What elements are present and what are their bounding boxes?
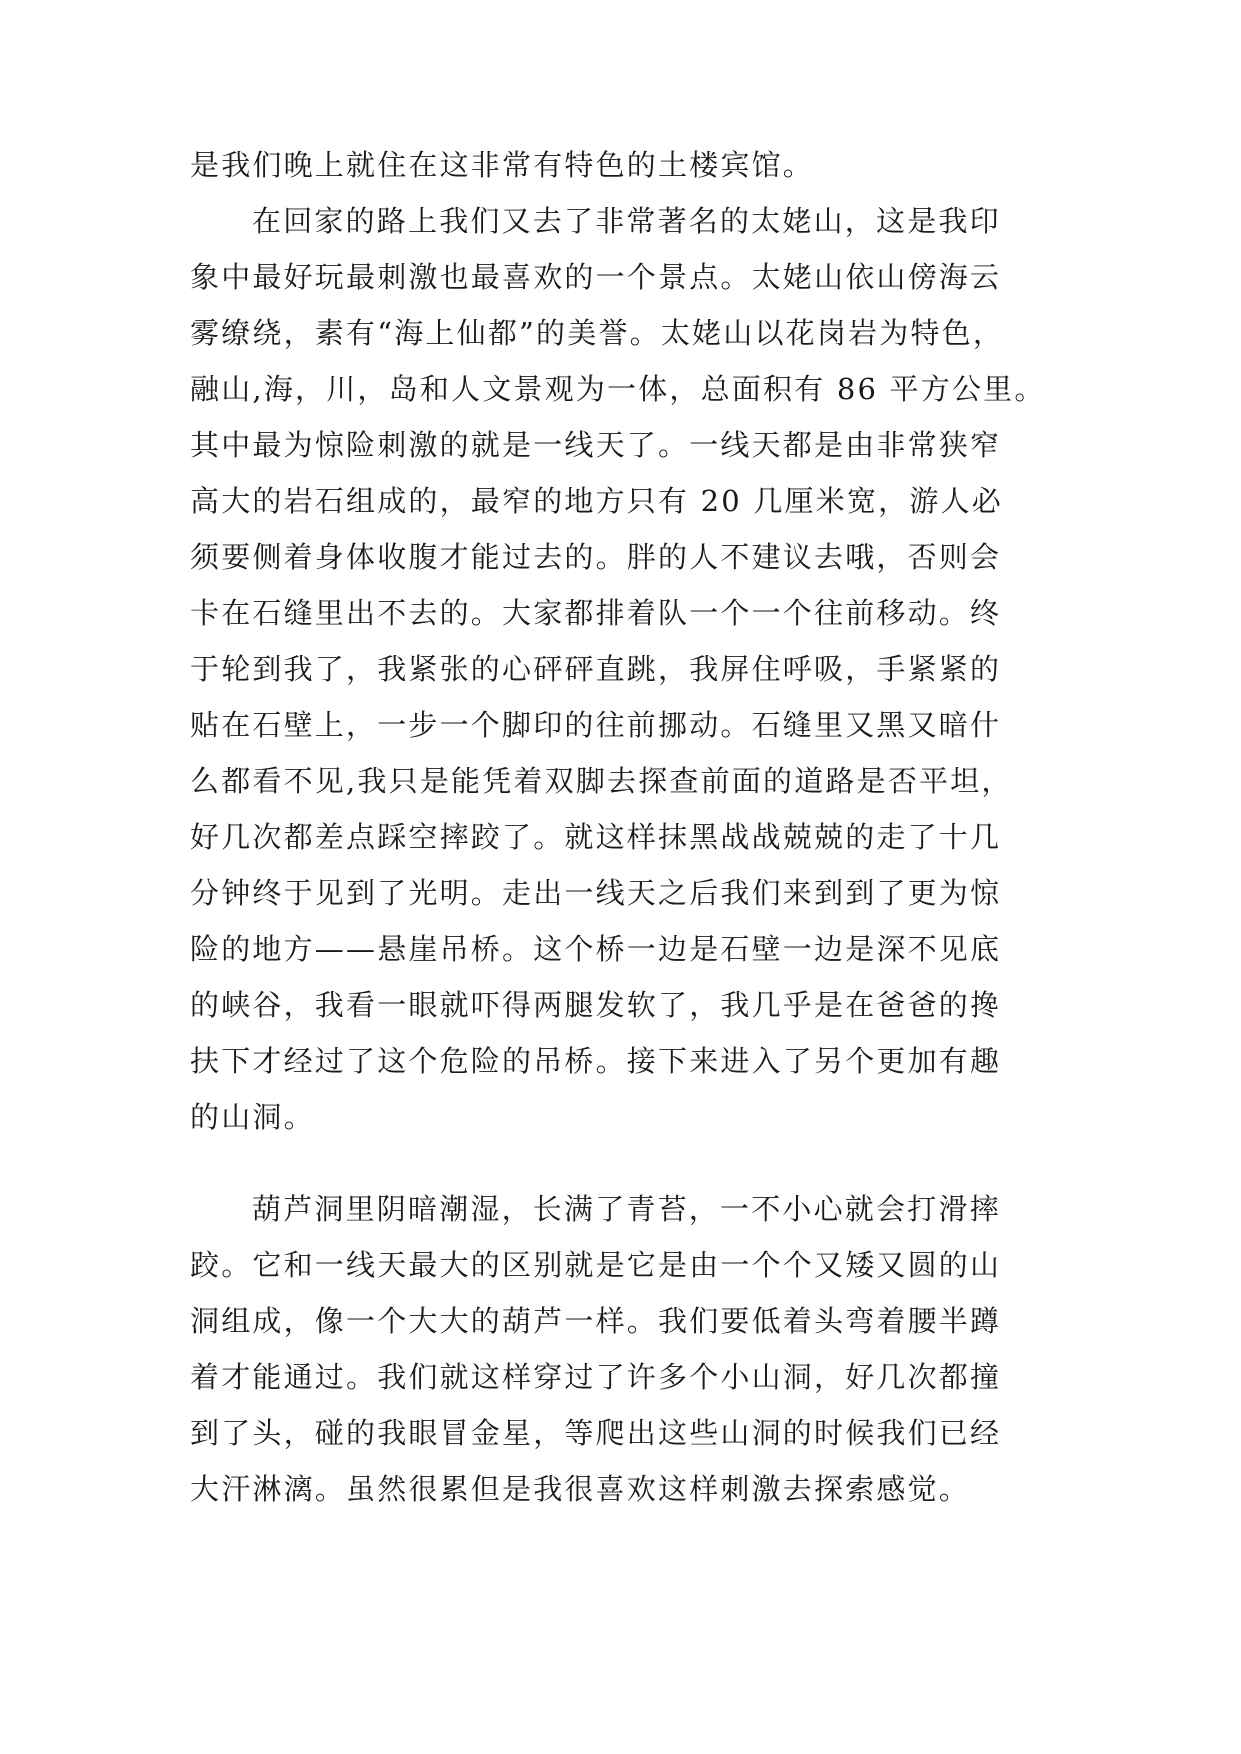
text-line: 高大的岩石组成的，最窄的地方只有 20 几厘米宽，游人必 xyxy=(190,484,1003,518)
text-line: 的山洞。 xyxy=(190,1100,315,1134)
text-line: 贴在石壁上，一步一个脚印的往前挪动。石缝里又黑又暗什 xyxy=(190,708,1002,742)
paragraph-continuation xyxy=(190,137,1050,193)
paragraph-gourd-cave xyxy=(190,1181,1050,1517)
text-line: 着才能通过。我们就这样穿过了许多个小山洞，好几次都撞 xyxy=(190,1360,1002,1394)
text-line: 的峡谷，我看一眼就吓得两腿发软了，我几乎是在爸爸的搀 xyxy=(190,988,1002,1022)
text-line: 在回家的路上我们又去了非常著名的太姥山，这是我印 xyxy=(252,204,1001,238)
text-line: 分钟终于见到了光明。走出一线天之后我们来到到了更为惊 xyxy=(190,876,1002,910)
text-line: 洞组成，像一个大大的葫芦一样。我们要低着头弯着腰半蹲 xyxy=(190,1304,1002,1338)
text-line: 融山,海，川，岛和人文景观为一体，总面积有 86 平方公里。 xyxy=(190,372,1046,406)
text-line: 大汗淋漓。虽然很累但是我很喜欢这样刺激去探索感觉。 xyxy=(190,1472,971,1506)
text-line: 险的地方——悬崖吊桥。这个桥一边是石壁一边是深不见底 xyxy=(190,932,1002,966)
text-line: 卡在石缝里出不去的。大家都排着队一个一个往前移动。终 xyxy=(190,596,1002,630)
text-line: 是我们晚上就住在这非常有特色的土楼宾馆。 xyxy=(190,148,815,182)
text-line: 象中最好玩最刺激也最喜欢的一个景点。太姥山依山傍海云 xyxy=(190,260,1002,294)
text-line: 须要侧着身体收腹才能过去的。胖的人不建议去哦，否则会 xyxy=(190,540,1002,574)
text-line: 么都看不见,我只是能凭着双脚去探查前面的道路是否平坦， xyxy=(190,764,1013,798)
text-line: 其中最为惊险刺激的就是一线天了。一线天都是由非常狭窄 xyxy=(190,428,1002,462)
text-line: 扶下才经过了这个危险的吊桥。接下来进入了另个更加有趣 xyxy=(190,1044,1002,1078)
text-line: 跤。它和一线天最大的区别就是它是由一个个又矮又圆的山 xyxy=(190,1248,1002,1282)
text-line: 于轮到我了，我紧张的心砰砰直跳，我屏住呼吸，手紧紧的 xyxy=(190,652,1002,686)
text-line: 雾缭绕，素有“海上仙都”的美誉。太姥山以花岗岩为特色， xyxy=(190,316,1005,350)
text-line: 葫芦洞里阴暗潮湿，长满了青苔，一不小心就会打滑摔 xyxy=(252,1192,1001,1226)
paragraph-taimu-mountain xyxy=(190,193,1050,1145)
text-line: 好几次都差点踩空摔跤了。就这样抹黑战战兢兢的走了十几 xyxy=(190,820,1002,854)
text-line: 到了头，碰的我眼冒金星，等爬出这些山洞的时候我们已经 xyxy=(190,1416,1002,1450)
